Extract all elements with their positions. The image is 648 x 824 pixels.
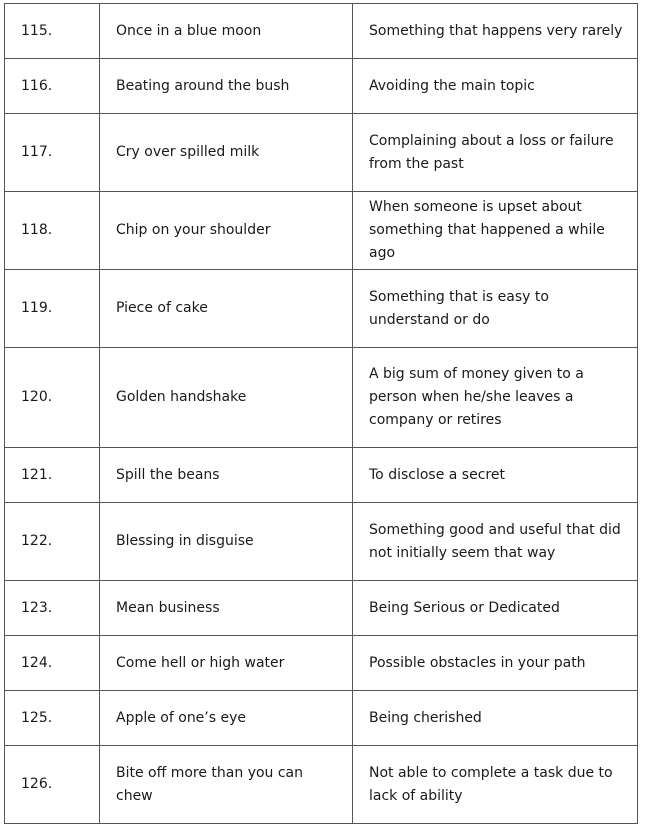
table-row bbox=[5, 4, 638, 59]
table-row bbox=[5, 348, 638, 448]
meaning-cell: A big sum of money given to a person when he/she leaves a company or retires bbox=[353, 348, 638, 448]
idiom-cell: Once in a blue moon bbox=[100, 4, 353, 59]
idiom-cell: Apple of one’s eye bbox=[100, 691, 353, 746]
meaning-cell: Being cherished bbox=[353, 691, 638, 746]
idiom-cell: Blessing in disguise bbox=[100, 503, 353, 581]
table-row bbox=[5, 691, 638, 746]
table-row bbox=[5, 636, 638, 691]
meaning-cell: Something that happens very rarely bbox=[353, 4, 638, 59]
meaning-cell: Complaining about a loss or failure from the past bbox=[353, 114, 638, 192]
meaning-cell: When someone is upset about something that happened a while ago bbox=[353, 192, 638, 270]
idiom-cell: Come hell or high water bbox=[100, 636, 353, 691]
row-number: 118. bbox=[5, 192, 100, 270]
meaning-cell: Something good and useful that did not initially seem that way bbox=[353, 503, 638, 581]
idiom-cell: Chip on your shoulder bbox=[100, 192, 353, 270]
table-row bbox=[5, 192, 638, 270]
table-row bbox=[5, 270, 638, 348]
table-row bbox=[5, 503, 638, 581]
table-row bbox=[5, 59, 638, 114]
idiom-cell: Cry over spilled milk bbox=[100, 114, 353, 192]
idiom-cell: Spill the beans bbox=[100, 448, 353, 503]
table-row bbox=[5, 448, 638, 503]
row-number: 120. bbox=[5, 348, 100, 448]
meaning-cell: Avoiding the main topic bbox=[353, 59, 638, 114]
row-number: 119. bbox=[5, 270, 100, 348]
row-number: 117. bbox=[5, 114, 100, 192]
meaning-cell: Something that is easy to understand or do bbox=[353, 270, 638, 348]
idiom-cell: Beating around the bush bbox=[100, 59, 353, 114]
table-row bbox=[5, 581, 638, 636]
row-number: 116. bbox=[5, 59, 100, 114]
idioms-table bbox=[4, 3, 638, 824]
row-number: 122. bbox=[5, 503, 100, 581]
row-number: 126. bbox=[5, 746, 100, 824]
meaning-cell: To disclose a secret bbox=[353, 448, 638, 503]
row-number: 115. bbox=[5, 4, 100, 59]
table-row bbox=[5, 114, 638, 192]
row-number: 123. bbox=[5, 581, 100, 636]
table-row bbox=[5, 746, 638, 824]
meaning-cell: Being Serious or Dedicated bbox=[353, 581, 638, 636]
meaning-cell: Possible obstacles in your path bbox=[353, 636, 638, 691]
idiom-cell: Piece of cake bbox=[100, 270, 353, 348]
row-number: 124. bbox=[5, 636, 100, 691]
idiom-cell: Bite off more than you can chew bbox=[100, 746, 353, 824]
idiom-cell: Mean business bbox=[100, 581, 353, 636]
row-number: 125. bbox=[5, 691, 100, 746]
meaning-cell: Not able to complete a task due to lack of ability bbox=[353, 746, 638, 824]
row-number: 121. bbox=[5, 448, 100, 503]
idiom-cell: Golden handshake bbox=[100, 348, 353, 448]
